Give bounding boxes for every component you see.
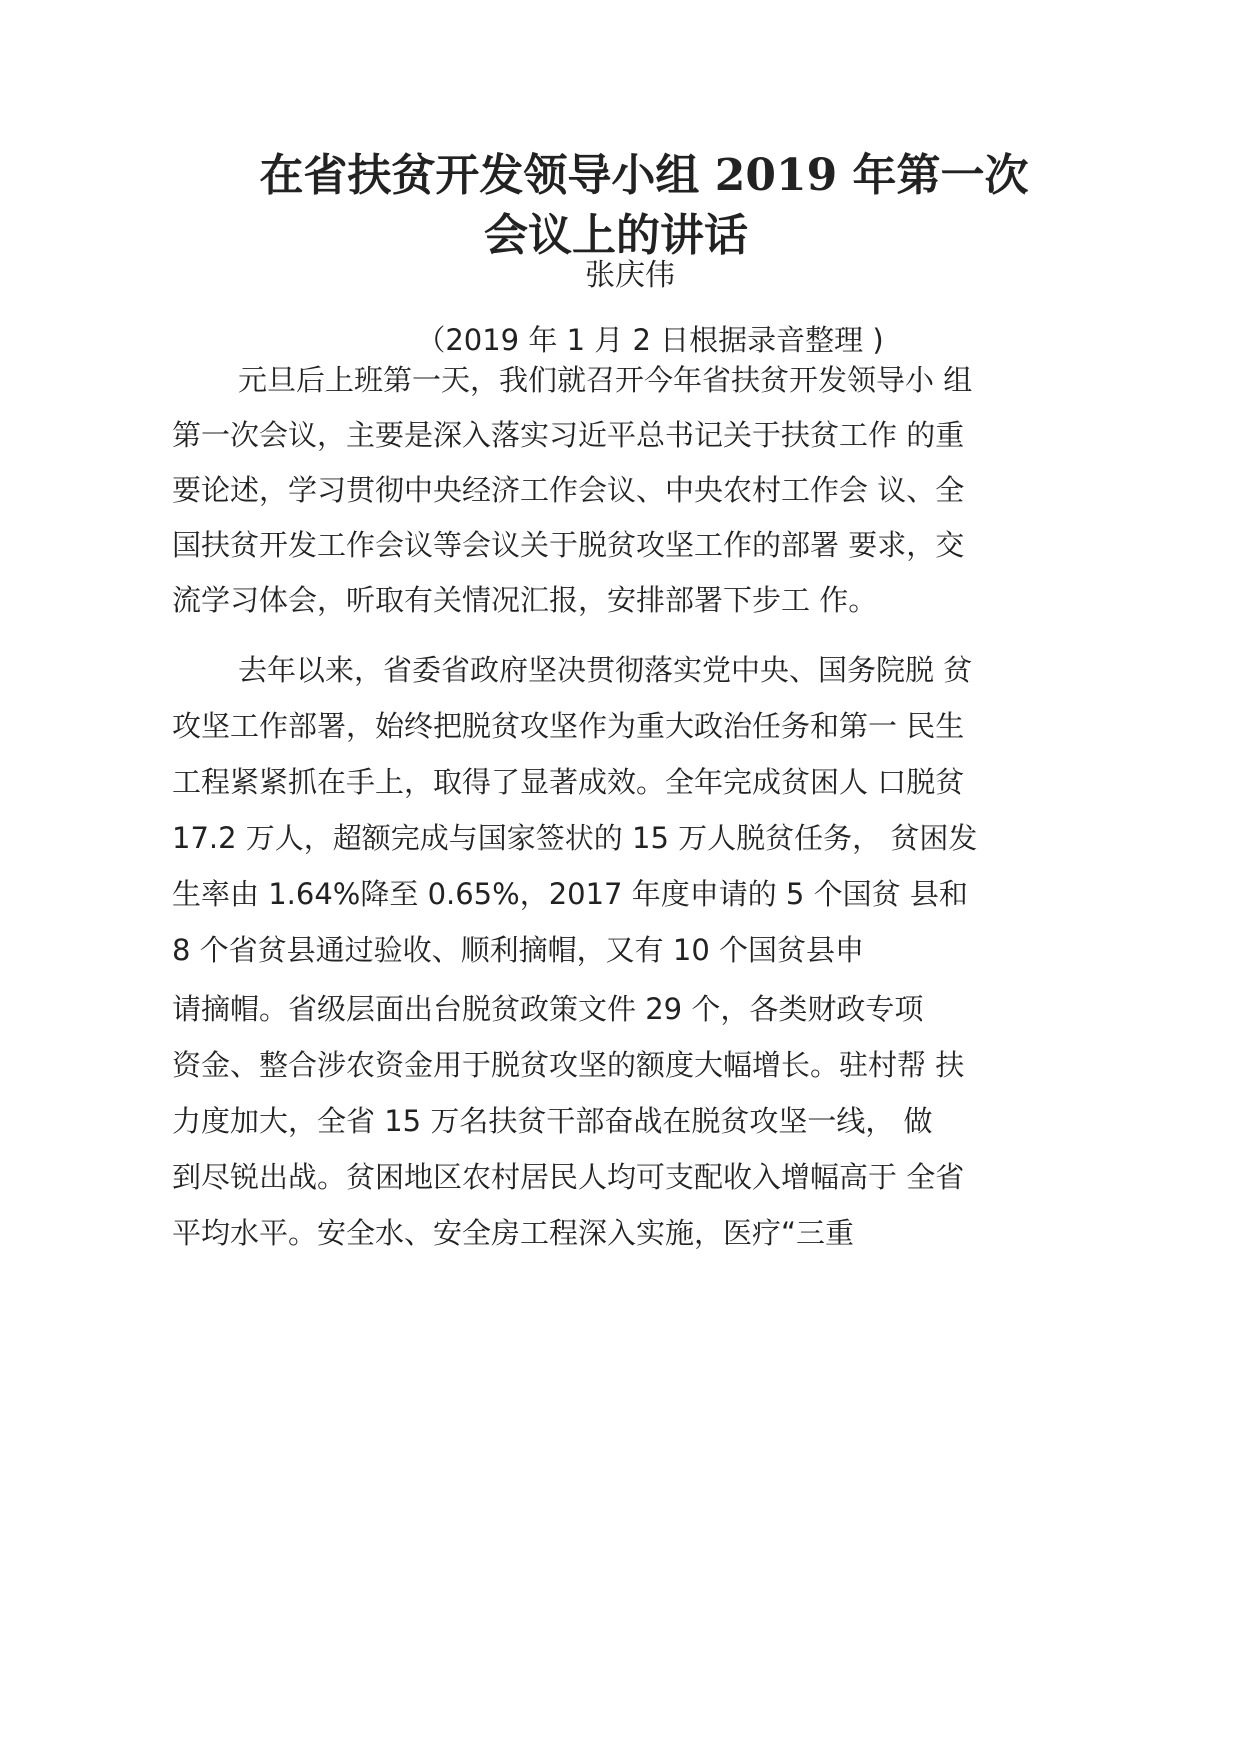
paragraph-2-line: 8 个省贫县通过验收、顺利摘帽，又有 10 个国贫县申 — [172, 933, 865, 967]
document-author: 张庆伟 — [585, 258, 675, 293]
paragraph-1-line: 元旦后上班第一天，我们就召开今年省扶贫开发领导小 组 — [238, 363, 973, 397]
paragraph-1-line: 流学习体会，听取有关情况汇报，安排部署下步工 作。 — [172, 583, 878, 617]
paragraph-2-line: 工程紧紧抓在手上，取得了显著成效。全年完成贫困人 口脱贫 — [172, 765, 965, 799]
paragraph-2-line: 攻坚工作部署，始终把脱贫攻坚作为重大政治任务和第一 民生 — [172, 709, 965, 743]
paragraph-2-line: 生率由 1.64%降至 0.65%，2017 年度申请的 5 个国贫 县和 — [172, 877, 968, 911]
paragraph-1-line: 要论述，学习贯彻中央经济工作会议、中央农村工作会 议、全 — [172, 473, 965, 507]
paragraph-2-line: 到尽锐出战。贫困地区农村居民人均可支配收入增幅高于 全省 — [172, 1160, 965, 1194]
document-title-line-1: 在省扶贫开发领导小组 2019 年第一次 — [259, 150, 1029, 201]
document-date: （2019 年 1 月 2 日根据录音整理 ) — [416, 323, 884, 357]
paragraph-2-line: 平均水平。安全水、安全房工程深入实施，医疗“三重 — [172, 1216, 855, 1250]
paragraph-2-line: 资金、整合涉农资金用于脱贫攻坚的额度大幅增长。驻村帮 扶 — [172, 1048, 965, 1082]
paragraph-2-line: 请摘帽。省级层面出台脱贫政策文件 29 个，各类财政专项 — [172, 992, 924, 1026]
paragraph-2-line: 去年以来，省委省政府坚决贯彻落实党中央、国务院脱 贫 — [238, 653, 973, 687]
paragraph-2-line: 力度加大，全省 15 万名扶贫干部奋战在脱贫攻坚一线， 做 — [172, 1104, 933, 1138]
paragraph-1-line: 国扶贫开发工作会议等会议关于脱贫攻坚工作的部署 要求，交 — [172, 528, 965, 562]
paragraph-1-line: 第一次会议，主要是深入落实习近平总书记关于扶贫工作 的重 — [172, 418, 965, 452]
document-title-line-2: 会议上的讲话 — [484, 210, 748, 261]
paragraph-2-line: 17.2 万人，超额完成与国家签状的 15 万人脱贫任务， 贫困发 — [172, 821, 978, 855]
